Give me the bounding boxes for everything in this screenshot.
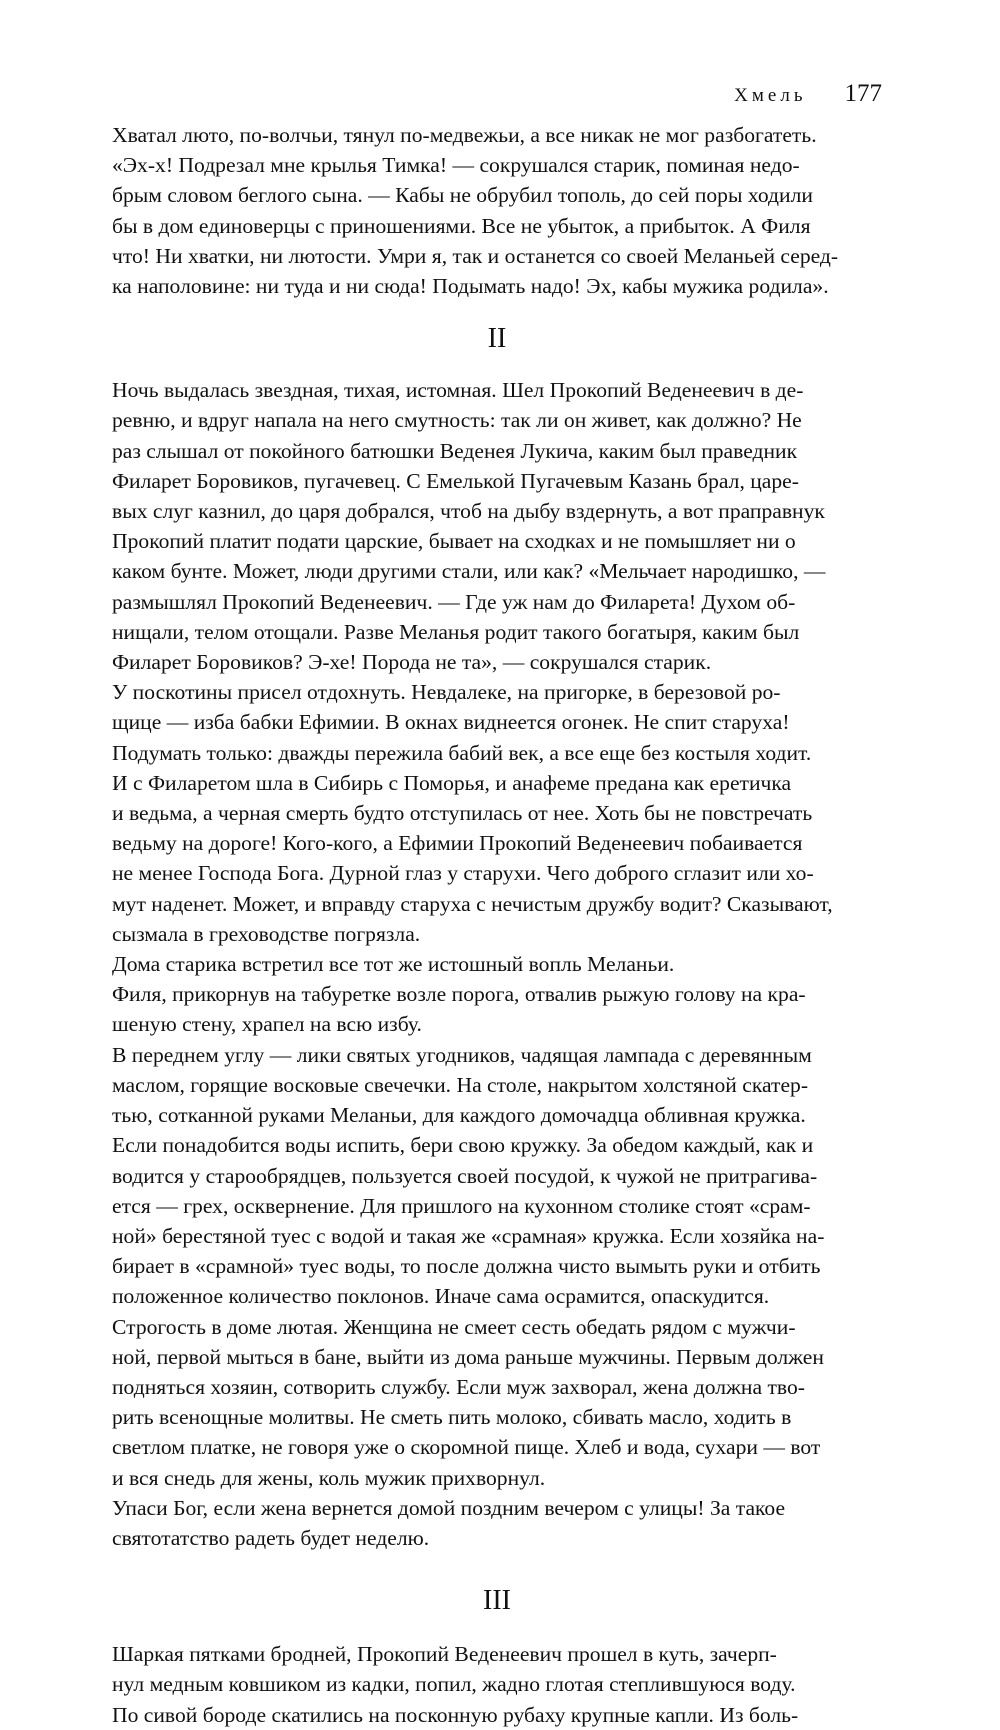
text-line: мут наденет. Может, и вправду старуха с нечистым дружбу водит? Сказывают,	[112, 891, 833, 916]
text-line: ка наполовине: ни туда и ни сюда! Подымать надо! Эх, кабы мужика родила».	[112, 274, 829, 299]
text-line: И с Филаретом шла в Сибирь с Поморья, и анафеме предана как еретичка	[112, 770, 792, 795]
text-line: светлом платке, не говоря уже о скоромной пище. Хлеб и вода, сухари — вот	[112, 1435, 821, 1460]
text-line: бы в дом единоверцы с приношениями. Все не убыток, а прибыток. А Филя	[112, 213, 811, 238]
text-line: В переднем углу — лики святых угодников, чадящая лампада с деревянным	[112, 1042, 812, 1067]
text-line: брым словом беглого сына. — Кабы не обрубил тополь, до сей поры ходили	[112, 183, 813, 208]
text-line: водится у старообрядцев, пользуется своей посудой, к чужой не притрагива-	[112, 1163, 818, 1188]
text-line: Хватал люто, по-волчьи, тянул по-медвежьи, а все никак не мог разбогатеть.	[112, 123, 817, 147]
text-line: щице — изба бабки Ефимии. В окнах виднеется огонек. Не спит старуха!	[112, 710, 790, 735]
text-line: Прокопий платит подати царские, бывает на сходках и не помышляет ни о	[112, 529, 796, 554]
paragraph	[112, 949, 882, 979]
running-head	[112, 80, 882, 120]
text-line: Филарет Боровиков? Э-хе! Порода не та», — сокрушался старик.	[112, 650, 712, 675]
paragraph	[112, 1312, 882, 1493]
text-line: Подумать только: дважды пережила бабий век, а все еще без костыля ходит.	[112, 740, 812, 765]
text-line: ется — грех, осквернение. Для пришлого на кухонном столике стоят «срам-	[112, 1193, 811, 1218]
text-line: положенное количество поклонов. Иначе сама осрамится, опаскудится.	[112, 1284, 770, 1309]
text-line: не менее Господа Бога. Дурной глаз у старухи. Чего доброго сглазит или хо-	[112, 861, 814, 886]
text-line: «Эх-х! Подрезал мне крылья Тимка! — сокрушался старик, поминая недо-	[112, 153, 800, 178]
paragraph	[112, 1040, 882, 1312]
text-line: Филарет Боровиков, пугачевец. С Емелькой Пугачевым Казань брал, царе-	[112, 468, 799, 493]
text-line: рить всенощные молитвы. Не сметь пить молоко, сбивать масло, ходить в	[112, 1405, 792, 1430]
text-line: каком бунте. Может, люди другими стали, или как? «Мельчает народишко, —	[112, 559, 826, 584]
text-line: Филя, прикорнув на табуретке возле порога, отвалив рыжую голову на кра-	[112, 982, 806, 1007]
text-line: нищали, телом отощали. Разве Меланья родит такого богатыря, каким был	[112, 619, 800, 644]
text-line: и ведьма, а черная смерть будто отступилась от нее. Хоть бы не повстречать	[112, 801, 813, 826]
text-line: бирает в «срамной» туес воды, то после должна чисто вымыть руки и отбить	[112, 1254, 821, 1279]
section-heading: II	[487, 323, 507, 355]
text-line: ведьму на дороге! Кого-кого, а Ефимии Прокопий Веденеевич побаивается	[112, 831, 803, 856]
text-line: вых слуг казнил, до царя добрался, чтоб на дыбу вздернуть, а вот праправнук	[112, 499, 825, 524]
page-number: 177	[844, 80, 882, 107]
paragraph	[112, 375, 882, 677]
text-line: нул медным ковшиком из кадки, попил, жадно глотая степлившуюся воду.	[112, 1672, 796, 1697]
text-line: святотатство радеть будет неделю.	[112, 1525, 430, 1550]
text-line: сызмала в греховодстве погрязла.	[112, 921, 421, 946]
section-heading: III	[483, 1585, 511, 1617]
text-line: Строгость в доме лютая. Женщина не смеет сесть обедать рядом с мужчи-	[112, 1314, 796, 1339]
text-line: Шаркая пятками бродней, Прокопий Веденеевич прошел в куть, зачерп-	[112, 1642, 777, 1667]
paragraph	[112, 979, 882, 1039]
text-line: ной» берестяной туес с водой и такая же «срамная» кружка. Если хозяйка на-	[112, 1223, 825, 1248]
text-line: что! Ни хватки, ни лютости. Умри я, так и останется со своей Меланьей серед-	[112, 243, 839, 268]
text-line: Ночь выдалась звездная, тихая, истомная. Шел Прокопий Веденеевич в де-	[112, 378, 804, 403]
text-line: Упаси Бог, если жена вернется домой поздним вечером с улицы! За такое	[112, 1495, 786, 1520]
intro-paragraph	[112, 120, 882, 301]
text-line: ной, первой мыться в бане, выйти из дома раньше мужчины. Первым должен	[112, 1344, 824, 1369]
paragraph	[112, 1639, 882, 1730]
text-line: Если понадобится воды испить, бери свою кружку. За обедом каждый, как и	[112, 1133, 814, 1158]
text-line: У поскотины присел отдохнуть. Невдалеке, на пригорке, в березовой ро-	[112, 680, 781, 705]
section-2	[112, 321, 882, 1553]
text-line: ревню, и вдруг напала на него смутность: так ли он живет, как должно? Не	[112, 408, 802, 433]
paragraph	[112, 1493, 882, 1553]
book-page	[112, 80, 882, 1730]
paragraph	[112, 677, 882, 949]
text-line: шеную стену, храпел на всю избу.	[112, 1012, 422, 1037]
running-title: Хмель	[734, 85, 807, 106]
text-line: и вся снедь для жены, коль мужик прихворнул.	[112, 1465, 546, 1490]
text-line: Дома старика встретил все тот же истошный вопль Меланьи.	[112, 952, 675, 977]
text-line: подняться хозяин, сотворить службу. Если муж захворал, жена должна тво-	[112, 1374, 805, 1399]
text-line: маслом, горящие восковые свечечки. На столе, накрытом холстяной скатер-	[112, 1072, 809, 1097]
text-line: тью, сотканной руками Меланьи, для каждого домочадца обливная кружка.	[112, 1103, 806, 1128]
text-line: По сивой бороде скатились на посконную рубаху крупные капли. Из боль-	[112, 1702, 799, 1727]
section-3	[112, 1583, 882, 1730]
text-line: размышлял Прокопий Веденеевич. — Где уж нам до Филарета! Духом об-	[112, 589, 796, 614]
text-line: раз слышал от покойного батюшки Веденея Лукича, каким был праведник	[112, 438, 798, 463]
